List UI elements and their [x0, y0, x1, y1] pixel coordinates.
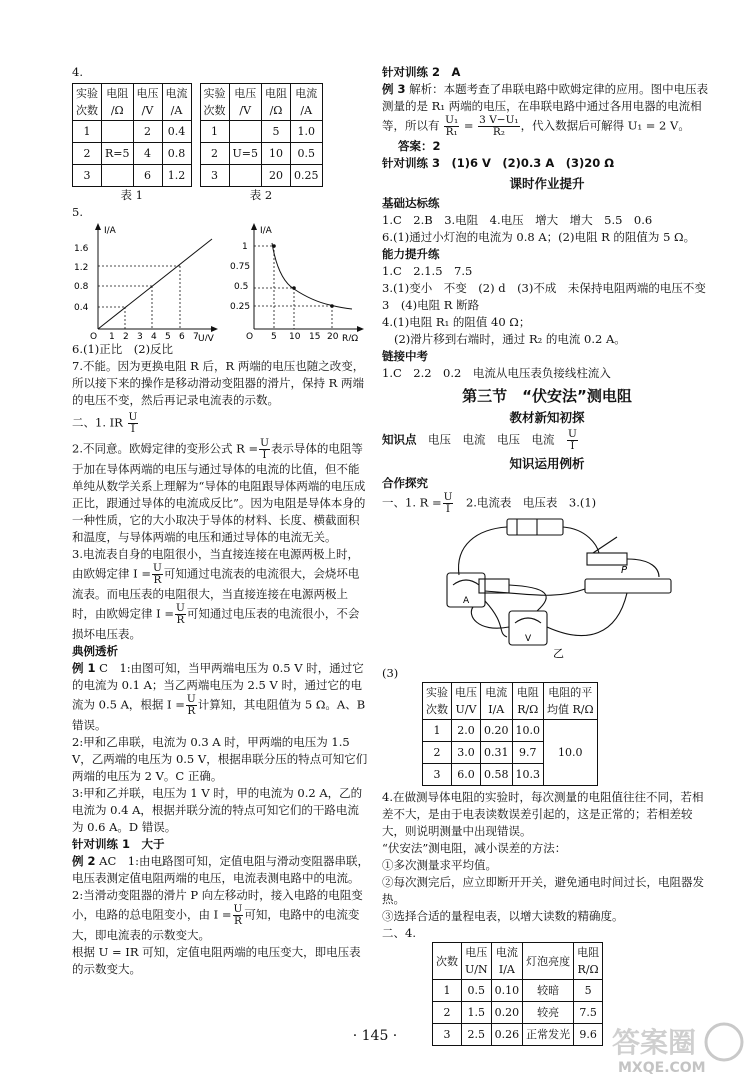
switch-base: [587, 553, 627, 565]
table-header-cell: 电流 /A: [291, 84, 323, 121]
svg-text:2: 2: [123, 332, 129, 341]
training-2: 针对训练 2 A: [382, 65, 461, 79]
training-3: 针对训练 3 (1)6 V (2)0.3 A (3)20 Ω: [382, 156, 615, 170]
table-row: [73, 165, 192, 187]
graph2-ytick-0.75: 0.75: [230, 262, 251, 272]
circuit-diagram: [437, 515, 687, 660]
graph1-ytick-0.4: 0.4: [74, 303, 89, 313]
basic-1-5: 1.C 2.B 3.电阻 4.电压 增大 增大 5.5 0.6: [382, 213, 653, 227]
slider-label: P: [621, 565, 628, 576]
table-row: [423, 720, 598, 742]
table-cell: [102, 121, 134, 143]
table-header-cell: 电压 U/N: [462, 943, 492, 980]
ability-1-2: 1.C 2.1.5 7.5: [382, 264, 473, 278]
graph2-ytick-0.5: 0.5: [234, 282, 249, 292]
graphs: [72, 221, 370, 341]
table-row: [73, 143, 192, 165]
table-cell: 1: [73, 121, 102, 143]
graph2-ytick-0.25: 0.25: [230, 302, 251, 312]
new-knowledge-title: 教材新知初探: [509, 410, 585, 425]
sec2-item1: 二、1. IR $\frac{U}{I}$: [72, 411, 138, 435]
graph2-curve: [272, 243, 352, 309]
table-cell: 2: [433, 1002, 462, 1024]
svg-text:20: 20: [327, 332, 339, 341]
table-cell: 1.5: [462, 1002, 492, 1024]
wire: [627, 559, 659, 577]
training-1: 针对训练 1 大于: [72, 837, 165, 851]
table-cell: 3.0: [452, 742, 481, 764]
table-header-cell: 电阻 R/Ω: [574, 943, 603, 980]
table-cell: 3: [423, 764, 452, 786]
apply-title: 知识运用例析: [509, 456, 585, 471]
basic-heading: 基础达标练: [382, 196, 440, 210]
graph2-xticks: [271, 332, 339, 341]
table-cell: 5: [262, 121, 291, 143]
example-2: 例 2 AC 1:由电路图可知，定值电阻与滑动变阻器串联，电压表测定值电阻两端的电压，电流表测电路中的电流。: [72, 854, 369, 885]
table-row: [433, 1002, 603, 1024]
resistor: [479, 579, 509, 593]
table-cell: U=5: [229, 143, 262, 165]
item-4b: “伏安法”测电阻，减小误差的方法：: [382, 841, 567, 855]
example-1-part3: 3:甲和乙并联，电压为 1 V 时，甲的电流为 0.2 A，乙的电流为 0.4 A，根据并联分流的特点可知它们的干路电流为 0.6 A。D 错误。: [72, 786, 363, 834]
table-cell: 3: [433, 1024, 462, 1046]
fraction: $\frac{U}{I}$: [568, 428, 577, 452]
table-header-cell: 实验 次数: [73, 84, 102, 121]
wire: [459, 527, 507, 575]
right-column: [382, 64, 718, 1046]
table-row: [73, 121, 192, 143]
example-2-part2: 2:当滑动变阻器的滑片 P 向左移动时，接入电路的电阻变小，电路的总电阻变小，由 I = $\frac{U}{R}$ 可知，电路中的电流变大，即电流表的示数变大。: [72, 888, 363, 942]
watermark-url: MXQE.COM: [618, 1060, 706, 1076]
table2-caption: 表 2: [249, 188, 273, 202]
table-cell: 0.20: [481, 720, 513, 742]
rheostat: [585, 579, 671, 593]
graph2-ytick-1: 1: [242, 242, 248, 252]
table-cell: [229, 121, 262, 143]
table-cell: 6: [133, 165, 162, 187]
table-cell: 0.5: [291, 143, 323, 165]
table-cell: 0.10: [491, 980, 523, 1002]
table-cell: 1: [423, 720, 452, 742]
fraction: $\frac{U}{R}$: [176, 602, 185, 626]
table-header-cell: 电流 /A: [162, 84, 191, 121]
table-header-cell: 电阻的平 均值 R/Ω: [544, 683, 598, 720]
watermark-text: 答案圈: [612, 1026, 697, 1059]
table-cell: 正常发光: [523, 1024, 574, 1046]
table-header-cell: 电压 /V: [229, 84, 262, 121]
fraction: $\frac{U}{R}$: [233, 903, 243, 927]
wire: [563, 527, 599, 553]
table-row: [200, 143, 322, 165]
ability-4a: 4.(1)电阻 R₁ 的阻值 40 Ω；: [382, 315, 531, 329]
table-cell: 1: [200, 121, 229, 143]
sec2-item2: 2.不同意。欧姆定律的变形公式 R = $\frac{U}{I}$ 表示导体的电阻等于加在导体两端的电压与通过导体的电流的比值，但不能单纯从数学关系上理解为“导体的电阻跟导体两端的电压成正比，跟通过导体的电流成反比”。因为电阻是导体本身的一种性质，它的大小取决于导体的材料、长度、横截面积和温度，与导体两端的电压和通过导体的电流无关。: [72, 437, 366, 544]
fraction: $\frac{\text{U₁}}{\text{R₁}}$: [445, 114, 459, 138]
table-header-cell: 电压 /V: [133, 84, 162, 121]
svg-text:3: 3: [137, 332, 143, 341]
graph1-ytick-1.2: 1.2: [74, 263, 89, 273]
table-row: [433, 980, 603, 1002]
graph1-y-arrow: [95, 223, 101, 230]
table-header-cell: 电流 I/A: [491, 943, 523, 980]
graph2-x-arrow: [357, 326, 364, 332]
graph1-origin: O: [90, 332, 98, 341]
item-6: 6.(1)正比 (2)反比: [72, 342, 174, 356]
svg-text:5: 5: [165, 332, 171, 341]
voltmeter-label: V: [525, 634, 532, 644]
table-cell: 0.58: [481, 764, 513, 786]
table-header-cell: 电阻 /Ω: [262, 84, 291, 121]
graph2-ylabel: I/A: [260, 226, 272, 236]
table-cell: 6.0: [452, 764, 481, 786]
item-3-label: (3): [382, 666, 399, 680]
table-cell: 0.31: [481, 742, 513, 764]
table-cell: 2: [423, 742, 452, 764]
graph-i-r: [228, 221, 368, 341]
table-cell: 2.0: [452, 720, 481, 742]
graph1-ylabel: I/A: [104, 226, 116, 236]
graph1-x-arrow: [211, 326, 218, 332]
svg-text:4: 4: [151, 332, 157, 341]
svg-text:6: 6: [179, 332, 185, 341]
battery: [507, 519, 563, 535]
table-row: [200, 165, 322, 187]
graph1-xlabel: U/V: [198, 334, 214, 341]
svg-text:15: 15: [309, 332, 321, 341]
fraction: $\frac{\text{3 V−U₁}}{\text{R₂}}$: [479, 114, 519, 138]
table-2: [200, 83, 323, 187]
basic-6: 6.(1)通过小灯泡的电流为 0.8 A；(2)电阻 R 的阻值为 5 Ω。: [382, 230, 696, 244]
table-cell: [102, 165, 134, 187]
example-1: 例 1 C 1:由图可知，当甲两端电压为 0.5 V 时，通过它的电流为 0.1 A；当乙两端电压为 2.5 V 时，通过它的电流为 0.5 A，根据 I = $\frac{U}{R}$ 计算知，其电阻值为 5 Ω。A、B 错误。: [72, 661, 366, 732]
fraction: $\frac{U}{I}$: [128, 411, 138, 435]
example-2-part3: 根据 U = IR 可知，定值电阻两端的电压变大，即电压表的示数变大。: [72, 945, 361, 976]
ability-heading: 能力提升练: [382, 247, 440, 261]
link-1-3: 1.C 2.2 0.2 电流从电压表负接线柱流入: [382, 366, 611, 380]
item-7: 7.不能。因为更换电阻 R 后，R 两端的电压也随之改变，所以接下来的操作是移动滑动变阻器的滑片，保持 R 两端的电压不变，然后再记录电流表的示数。: [72, 359, 365, 407]
left-column: [72, 64, 370, 978]
table-cell: 0.25: [291, 165, 323, 187]
table-cell: 1: [433, 980, 462, 1002]
tables-1-2: [72, 83, 370, 204]
homework-title: 课时作业提升: [509, 176, 585, 191]
table-cell: 4: [133, 143, 162, 165]
ability-4b: (2)滑片移到右端时，通过 R₂ 的电流 0.2 A。: [394, 332, 626, 346]
table-cell: 1.2: [162, 165, 191, 187]
graph2-origin: O: [246, 332, 254, 341]
table-cell: 2.5: [462, 1024, 492, 1046]
svg-text:7: 7: [193, 332, 199, 341]
sec2-item4: 二、4.: [382, 926, 416, 940]
item-4-label: 4.: [72, 65, 83, 79]
table-cell: 20: [262, 165, 291, 187]
page-number: · 145 ·: [352, 1028, 398, 1044]
fraction: $\frac{U}{R}$: [186, 693, 196, 717]
table-cell: 较暗: [523, 980, 574, 1002]
switch-lever: [593, 537, 617, 553]
item-5-label: 5.: [72, 205, 83, 219]
table-cell: 2: [200, 143, 229, 165]
table-header-cell: 电阻 /Ω: [102, 84, 134, 121]
knowledge-point: 知识点 电压 电流 电压 电流 $\frac{U}{I}$: [382, 428, 577, 452]
table2-wrap: [200, 83, 323, 204]
ability-3: 3.(1)变小 不变 (2) d (3)不成 未保持电阻两端的电压不变 3 (4)电阻 R 断路: [382, 281, 718, 312]
table-3: [422, 682, 598, 786]
svg-text:1: 1: [109, 332, 115, 341]
heading-typical: 典例透析: [72, 644, 118, 658]
table-header-cell: 电压 U/V: [452, 683, 481, 720]
table-cell: 10.0: [512, 720, 544, 742]
table-cell: 2: [73, 143, 102, 165]
table-cell: 3: [200, 165, 229, 187]
sec2-item3: 3.电流表自身的电阻很小，当直接连接在电源两极上时，由欧姆定律 I = $\frac{U}{R}$ 可知通过电流表的电流很大，会烧坏电流表。而电压表的电阻很大，当直接连接在电源两极上时，由欧姆定律 I = $\frac{U}{R}$ 可知通过电压表的电流很小，不会损坏电压表。: [72, 547, 360, 641]
fraction: $\frac{U}{I}$: [260, 437, 269, 461]
table-header-cell: 灯泡亮度: [523, 943, 574, 980]
table-cell: 0.8: [162, 143, 191, 165]
svg-text:10: 10: [289, 332, 301, 341]
graph-i-u: [72, 221, 222, 341]
table-cell: 2: [133, 121, 162, 143]
table-cell: 1.0: [291, 121, 323, 143]
table-cell: 10: [262, 143, 291, 165]
item-4c3: ③选择合适的量程电表，以增大读数的精确度。: [382, 909, 624, 923]
item-4c2: ②每次测完后，应立即断开开关，避免通电时间过长，电阻器发热。: [382, 875, 704, 906]
table-cell: 7.5: [574, 1002, 603, 1024]
graph2-y-arrow: [251, 223, 257, 230]
table-cell: 5: [574, 980, 603, 1002]
table-cell: 10.3: [512, 764, 544, 786]
graph1-xticks: [109, 332, 199, 341]
table-header-cell: 次数: [433, 943, 462, 980]
table-header-cell: 实验 次数: [423, 683, 452, 720]
example-3-answer: 答案：2: [398, 139, 441, 153]
coop-1: 一、1. R = $\frac{U}{I}$ 2.电流表 电压表 3.(1): [382, 491, 597, 515]
table1-wrap: [72, 83, 192, 204]
section-3-title: 第三节 “伏安法”测电阻: [462, 387, 632, 405]
table-cell: R=5: [102, 143, 134, 165]
table-cell: 9.6: [574, 1024, 603, 1046]
item-4a: 4.在做测导体电阻的实验时，每次测量的电阻值往往不同，若相差不大，是由于电表读数误差引起的，这是正常的；若相差较大，则说明测量中出现错误。: [382, 790, 704, 838]
graph2-xlabel: R/Ω: [342, 334, 359, 341]
circuit-caption: 乙: [553, 647, 564, 660]
example-3: 例 3 解析：本题考查了串联电路中欧姆定律的应用。图中电压表测量的是 R₁ 两端的电压，在串联电路中通过各用电器的电流相等，所以有 $\frac{\text{U₁}}{\text{R₁}}$ = $\frac{\text{3 V−U₁}}{\text{R₂}}$ ，代入数据后可解得 U₁ = 2 V。: [382, 82, 709, 138]
graph1-line: [98, 239, 212, 329]
example-1-part2: 2:甲和乙串联，电流为 0.3 A 时，甲两端的电压为 1.5 V，乙两端的电压为 0.5 V，根据串联分压的特点可知它们两端的电压为 2 V。C 正确。: [72, 735, 368, 783]
table-header-cell: 实验 次数: [200, 84, 229, 121]
average-cell: 10.0: [544, 720, 598, 786]
svg-text:5: 5: [271, 332, 277, 341]
fraction: $\frac{U}{I}$: [443, 491, 453, 515]
table-cell: 0.20: [491, 1002, 523, 1024]
table-cell: 0.26: [491, 1024, 523, 1046]
table-cell: [229, 165, 262, 187]
table-header-cell: 电阻 R/Ω: [512, 683, 544, 720]
graph1-ytick-0.8: 0.8: [74, 282, 89, 292]
table-cell: 较亮: [523, 1002, 574, 1024]
ammeter-label: A: [463, 596, 470, 606]
item-4c1: ①多次测量求平均值。: [382, 858, 497, 872]
table1-caption: 表 1: [120, 188, 143, 202]
table-cell: 0.5: [462, 980, 492, 1002]
coop-heading: 合作探究: [382, 476, 428, 490]
graph1-ytick-1.6: 1.6: [74, 244, 89, 254]
graph2-points: [272, 244, 334, 308]
table-cell: 9.7: [512, 742, 544, 764]
table-1: [72, 83, 192, 187]
table-cell: 3: [73, 165, 102, 187]
link-heading: 链接中考: [382, 349, 428, 363]
fraction: $\frac{U}{R}$: [153, 562, 162, 586]
table-header-cell: 电流 I/A: [481, 683, 513, 720]
table-cell: 0.4: [162, 121, 191, 143]
table-row: [200, 121, 322, 143]
watermark-logo: [610, 1020, 745, 1076]
